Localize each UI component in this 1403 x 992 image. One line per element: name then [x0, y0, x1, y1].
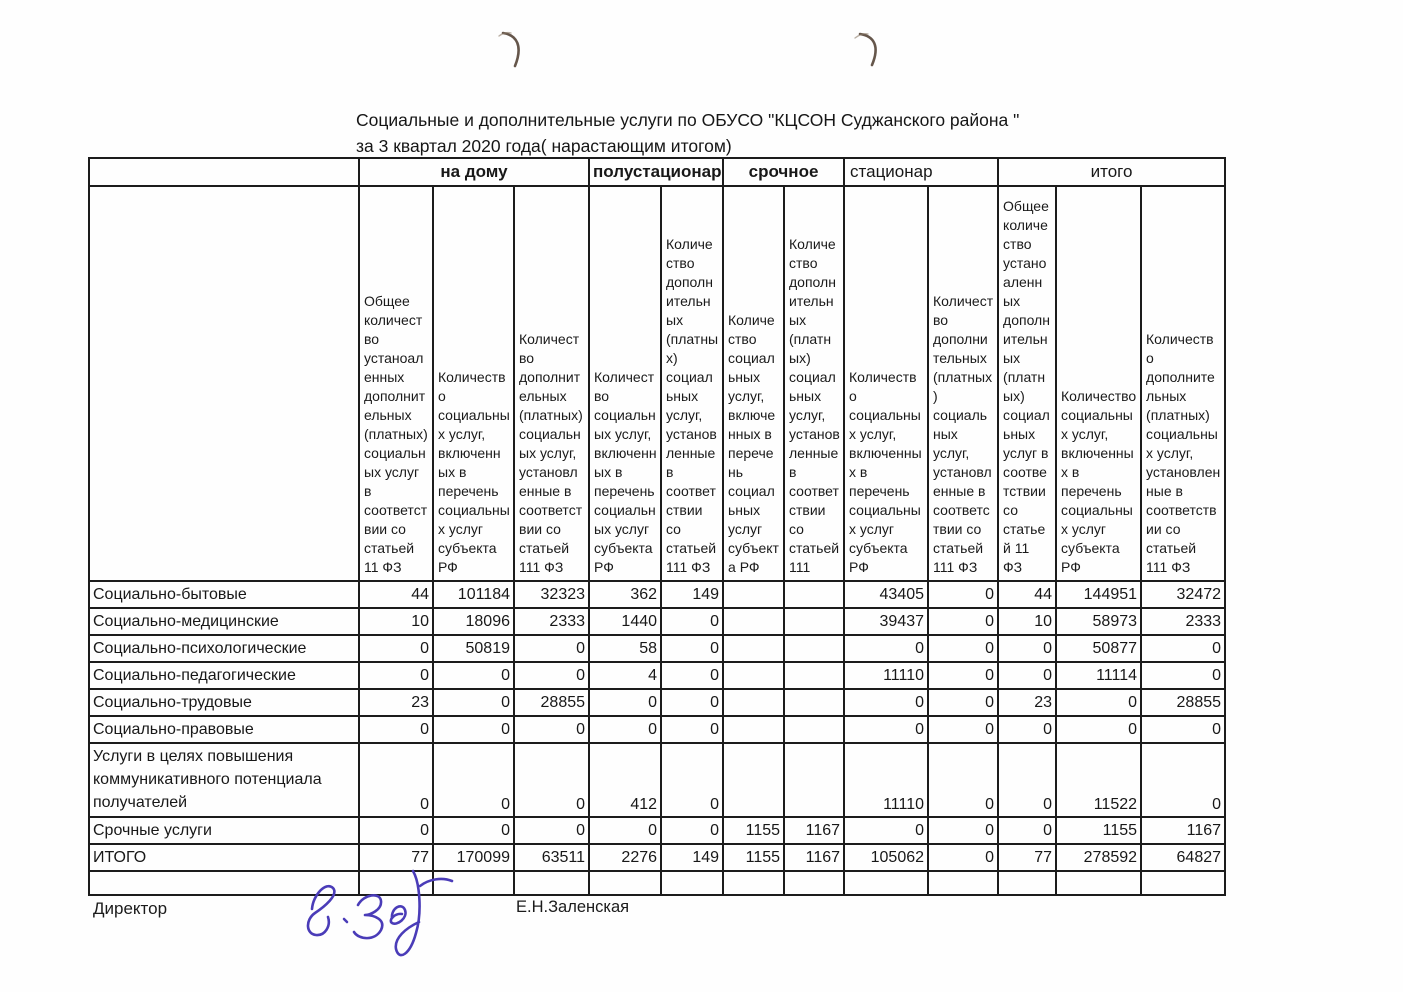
- column-header: Количество дополнительных (платных) социальных услуг, установленные в соответствии со статьей 111 ФЗ: [928, 186, 998, 581]
- cell: 0: [998, 743, 1056, 817]
- row-label: ИТОГО: [89, 844, 359, 871]
- group-header-itogo: итого: [998, 158, 1225, 186]
- cell: 1155: [723, 817, 784, 844]
- cell: [784, 662, 844, 689]
- cell: [998, 871, 1056, 895]
- cell: 50877: [1056, 635, 1141, 662]
- table-row: [89, 716, 1225, 743]
- cell: 0: [589, 689, 661, 716]
- cell: 0: [433, 716, 514, 743]
- cell: [784, 743, 844, 817]
- cell: [723, 635, 784, 662]
- cell: [784, 635, 844, 662]
- cell: 0: [1141, 743, 1225, 817]
- cell: 23: [998, 689, 1056, 716]
- cell: 10: [359, 608, 433, 635]
- cell: 278592: [1056, 844, 1141, 871]
- cell: 0: [359, 635, 433, 662]
- cell: 0: [928, 817, 998, 844]
- cell: 39437: [844, 608, 928, 635]
- scan-artifact-arc: [497, 26, 531, 70]
- cell: 77: [998, 844, 1056, 871]
- cell: 0: [998, 635, 1056, 662]
- cell: 0: [844, 716, 928, 743]
- cell: 0: [359, 716, 433, 743]
- column-header: Общее количество устаноаленных дополнительных (платных) социальных услуг в соответствии со статьей 11 ФЗ: [359, 186, 433, 581]
- cell: [723, 743, 784, 817]
- cell: 149: [661, 844, 723, 871]
- cell: 144951: [1056, 581, 1141, 608]
- cell: [661, 871, 723, 895]
- cell: 0: [1141, 716, 1225, 743]
- cell: 362: [589, 581, 661, 608]
- column-header: Количество социальных услуг, включенных в перечень социальных услуг субъекта РФ: [433, 186, 514, 581]
- cell: [723, 689, 784, 716]
- cell: 0: [661, 662, 723, 689]
- table-row: [89, 608, 1225, 635]
- cell: [784, 689, 844, 716]
- table-row-total: [89, 844, 1225, 871]
- cell: 28855: [514, 689, 589, 716]
- cell: 0: [661, 635, 723, 662]
- cell: 0: [661, 608, 723, 635]
- cell: 0: [928, 635, 998, 662]
- cell: 4: [589, 662, 661, 689]
- cell: 2333: [514, 608, 589, 635]
- cell: 0: [928, 689, 998, 716]
- cell: 64827: [1141, 844, 1225, 871]
- director-name: Е.Н.Заленская: [516, 898, 630, 916]
- table-row: [89, 817, 1225, 844]
- cell: [723, 716, 784, 743]
- cell: [844, 871, 928, 895]
- cell: 44: [359, 581, 433, 608]
- cell: [1056, 871, 1141, 895]
- cell: 170099: [433, 844, 514, 871]
- column-header: Общее количество устаноаленных дополнительных (платных) социальных услуг в соответствии со статьей 11 ФЗ: [998, 186, 1056, 581]
- cell: 0: [514, 635, 589, 662]
- cell: 28855: [1141, 689, 1225, 716]
- scan-artifact-arc: [852, 28, 886, 68]
- cell: 0: [844, 635, 928, 662]
- cell: [723, 662, 784, 689]
- cell: 0: [514, 743, 589, 817]
- cell: 101184: [433, 581, 514, 608]
- cell: 412: [589, 743, 661, 817]
- cell: [723, 871, 784, 895]
- cell: 0: [359, 743, 433, 817]
- cell: 0: [661, 743, 723, 817]
- cell: [514, 871, 589, 895]
- cell: 0: [433, 743, 514, 817]
- column-header: Количество дополнительных (платных) социальных услуг, установленные в соответствии со статьей 111 ФЗ: [661, 186, 723, 581]
- cell: 58: [589, 635, 661, 662]
- table-row-blank: [89, 871, 1225, 895]
- cell: 0: [928, 844, 998, 871]
- row-label: Социально-педагогические: [89, 662, 359, 689]
- corner-cell: [89, 158, 359, 186]
- cell: 10: [998, 608, 1056, 635]
- row-label: Социально-бытовые: [89, 581, 359, 608]
- cell: 18096: [433, 608, 514, 635]
- row-label-header-cell: [89, 186, 359, 581]
- cell: [589, 871, 661, 895]
- cell: [784, 716, 844, 743]
- cell: 1167: [1141, 817, 1225, 844]
- cell: 149: [661, 581, 723, 608]
- cell: 0: [514, 716, 589, 743]
- column-header: Количество дополнительных (платных) социальных услуг, установленные в соответствии со статьей 111 ФЗ: [1141, 186, 1225, 581]
- cell: 0: [433, 662, 514, 689]
- cell: 0: [514, 662, 589, 689]
- group-header-statsionar: стационар: [844, 158, 998, 186]
- column-header-row: [89, 186, 1225, 581]
- cell: 0: [359, 817, 433, 844]
- cell: [784, 871, 844, 895]
- cell: 0: [514, 817, 589, 844]
- table-row: [89, 635, 1225, 662]
- group-header-na-domu: на дому: [359, 158, 589, 186]
- cell: 0: [928, 581, 998, 608]
- column-header: Количество социальных услуг, включенных в перечень социальных услуг субъекта РФ: [1056, 186, 1141, 581]
- cell: 0: [661, 817, 723, 844]
- cell: 0: [433, 817, 514, 844]
- director-label: Директор: [93, 899, 168, 918]
- cell: 1155: [1056, 817, 1141, 844]
- cell: 1167: [784, 817, 844, 844]
- group-header-polustatsionar: полустационар: [589, 158, 723, 186]
- column-header: Количество социальных услуг, включенных в перечень социальных услуг субъекта РФ: [844, 186, 928, 581]
- cell: 0: [1056, 689, 1141, 716]
- cell: 63511: [514, 844, 589, 871]
- cell: 0: [928, 608, 998, 635]
- cell: [723, 608, 784, 635]
- cell: 1167: [784, 844, 844, 871]
- cell: 0: [1141, 635, 1225, 662]
- cell: 32472: [1141, 581, 1225, 608]
- column-header: Количество социальных услуг, включенных в перечень социальных услуг субъекта РФ: [589, 186, 661, 581]
- cell: 44: [998, 581, 1056, 608]
- title-line-1: Социальные и дополнительные услуги по ОБУСО "КЦСОН Суджанского района ": [356, 110, 1020, 130]
- cell: 0: [589, 716, 661, 743]
- cell: 11110: [844, 743, 928, 817]
- cell: [928, 871, 998, 895]
- cell: 0: [928, 662, 998, 689]
- cell: 0: [589, 817, 661, 844]
- cell: [784, 608, 844, 635]
- cell: 1155: [723, 844, 784, 871]
- cell: 11522: [1056, 743, 1141, 817]
- cell: 50819: [433, 635, 514, 662]
- column-header: Количество социальных услуг, включенных в перечень социальных услуг субъекта РФ: [723, 186, 784, 581]
- cell: [784, 581, 844, 608]
- cell: 105062: [844, 844, 928, 871]
- row-label: Социально-психологические: [89, 635, 359, 662]
- cell: 23: [359, 689, 433, 716]
- row-label: Срочные услуги: [89, 817, 359, 844]
- cell: 0: [998, 716, 1056, 743]
- cell: 11114: [1056, 662, 1141, 689]
- document-title: [356, 107, 1019, 159]
- cell: 0: [433, 689, 514, 716]
- cell: 0: [998, 662, 1056, 689]
- group-header-row: [89, 158, 1225, 186]
- table-row: [89, 689, 1225, 716]
- cell: 0: [998, 817, 1056, 844]
- cell: 0: [928, 743, 998, 817]
- cell: 0: [359, 662, 433, 689]
- column-header: Количество дополнительных (платных) социальных услуг, установленные в соответствии со статьей 111 ФЗ: [514, 186, 589, 581]
- cell: 77: [359, 844, 433, 871]
- cell: 43405: [844, 581, 928, 608]
- row-label: Социально-правовые: [89, 716, 359, 743]
- cell: 0: [1141, 662, 1225, 689]
- cell: 0: [928, 716, 998, 743]
- cell: 0: [844, 689, 928, 716]
- cell: 0: [844, 817, 928, 844]
- table-row: [89, 581, 1225, 608]
- row-label: Социально-медицинские: [89, 608, 359, 635]
- cell: 1440: [589, 608, 661, 635]
- group-header-srochnoe: срочное: [723, 158, 844, 186]
- cell: 2333: [1141, 608, 1225, 635]
- cell: [1141, 871, 1225, 895]
- cell: 0: [661, 716, 723, 743]
- cell: 58973: [1056, 608, 1141, 635]
- row-label: Социально-трудовые: [89, 689, 359, 716]
- title-line-2: за 3 квартал 2020 года( нарастающим итогом): [356, 136, 732, 156]
- cell: 0: [661, 689, 723, 716]
- cell: 2276: [589, 844, 661, 871]
- cell: [723, 581, 784, 608]
- services-table: [88, 157, 1226, 896]
- director-signature: [282, 855, 467, 970]
- row-label: Услуги в целях повышения коммуникативного потенциала получателей: [89, 743, 359, 817]
- table-row: [89, 662, 1225, 689]
- table-row: [89, 743, 1225, 817]
- cell: 11110: [844, 662, 928, 689]
- column-header: Количество дополнительных (платных) социальных услуг, установленные в соответствии со статьей 111: [784, 186, 844, 581]
- cell: 0: [1056, 716, 1141, 743]
- cell: 32323: [514, 581, 589, 608]
